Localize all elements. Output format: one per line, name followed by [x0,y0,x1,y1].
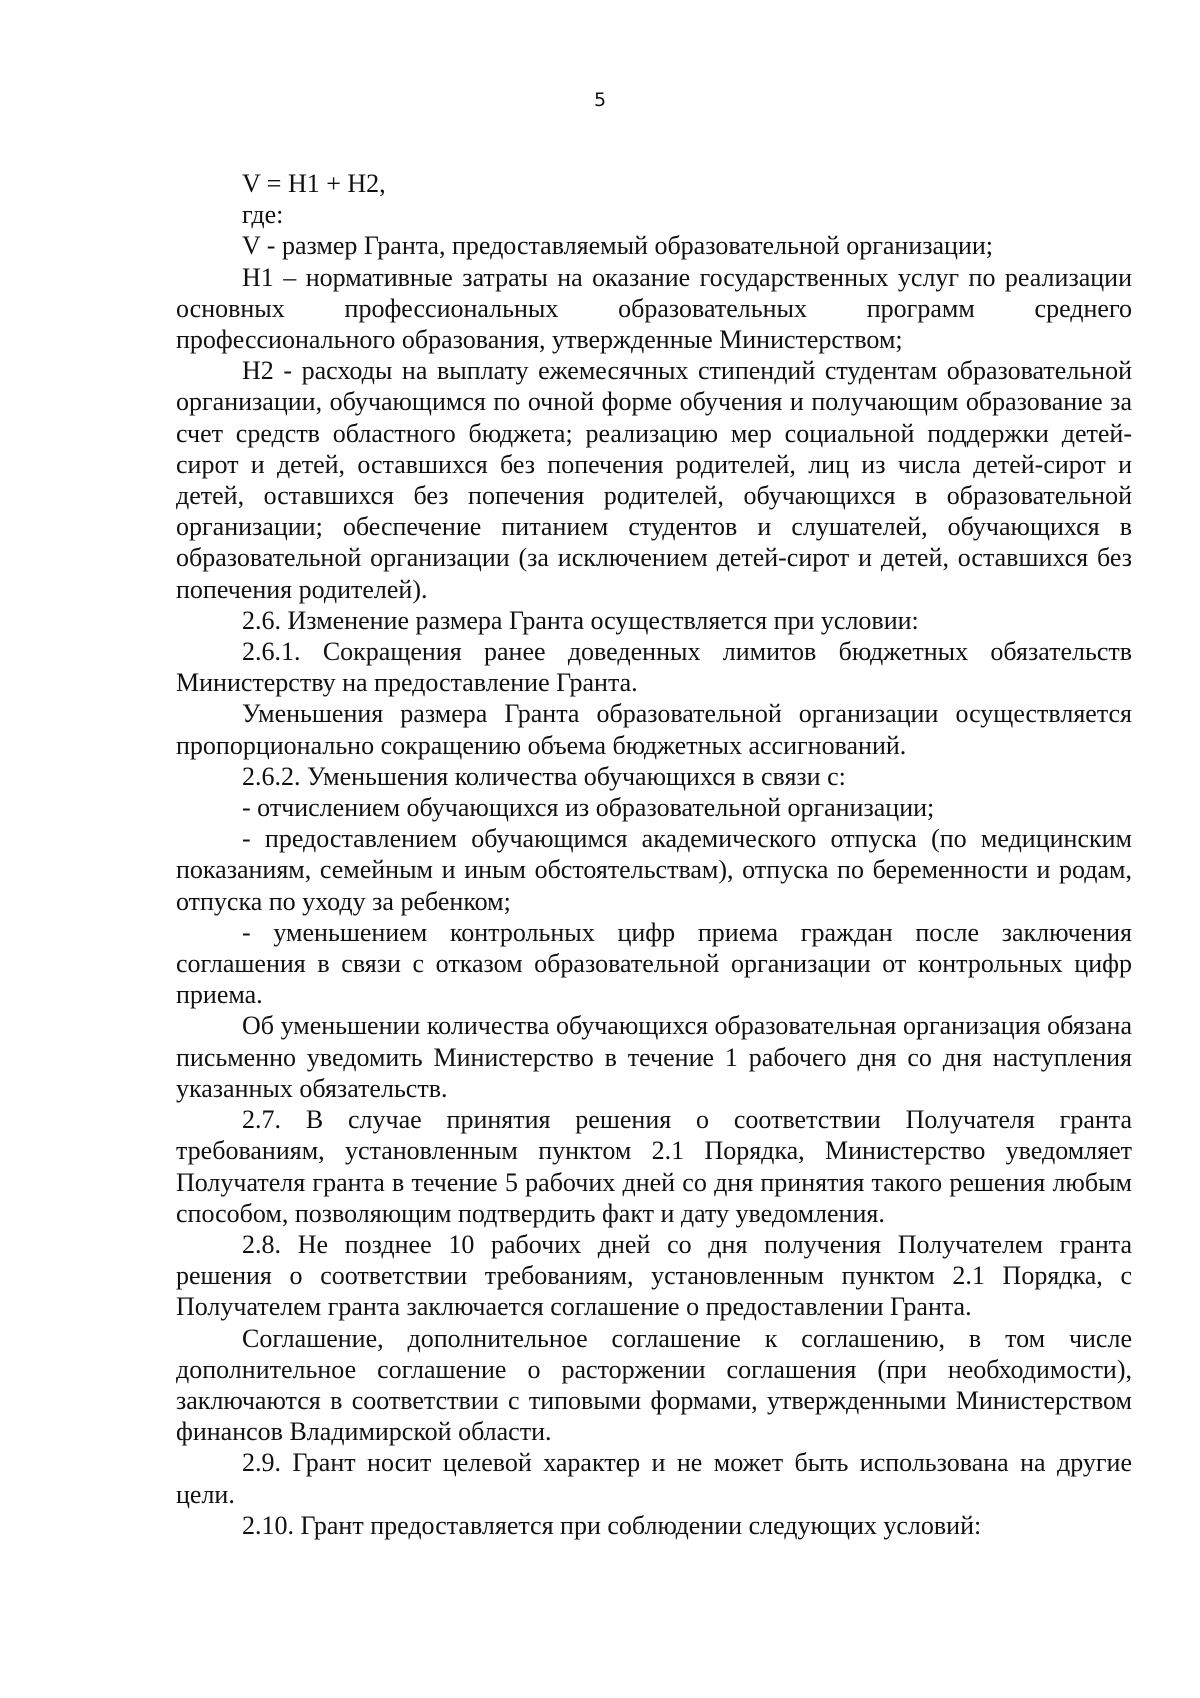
where-label: где: [242,200,284,230]
agreement-paragraph: Соглашение, дополнительное соглашение к соглашению, в том числе дополнительное соглашение о расторжении соглашения (при необходимости), заключаются в соответствии с типовыми формами, утвержденными Министерством финансов Владимирской области. [176,1323,1132,1447]
list-item-admission-figures: - уменьшением контрольных цифр приема граждан после заключения соглашения в связи с отказом образовательной организации от контрольных цифр приема. [176,917,1132,1010]
definition-h1: Н1 – нормативные затраты на оказание государственных услуг по реализации основных профессиональных образовательных программ среднего профессионального образования, утвержденные Министерством; [176,262,1132,355]
page-number: 5 [593,89,607,111]
clause-2-10: 2.10. Грант предоставляется при соблюдении следующих условий: [242,1510,982,1540]
document-body [176,168,1132,1541]
clause-2-6-1: 2.6.1. Сокращения ранее доведенных лимитов бюджетных обязательств Министерству на предоставление Гранта. [176,637,1132,698]
clause-2-9: 2.9. Грант носит целевой характер и не может быть использована на другие цели. [176,1448,1132,1509]
clause-2-6: 2.6. Изменение размера Гранта осуществляется при условии: [242,605,919,635]
grant-reduction-paragraph: Уменьшения размера Гранта образовательной организации осуществляется пропорционально сокращению объема бюджетных ассигнований. [176,699,1132,760]
list-item-expulsion: - отчислением обучающихся из образовательной организации; [242,793,935,823]
clause-2-8: 2.8. Не позднее 10 рабочих дней со дня получения Получателем гранта решения о соответствии требованиям, установленным пунктом 2.1 Порядка, с Получателем гранта заключается соглашение о предоставлении Гранта. [176,1229,1132,1322]
definition-h2: Н2 - расходы на выплату ежемесячных стипендий студентам образовательной организации, обучающимся по очной форме обучения и получающим образование за счет средств областного бюджета; реализацию мер социальной поддержки детей-сирот и детей, оставшихся без попечения родителей, лиц из числа детей-сирот и детей, оставшихся без попечения родителей, обучающихся в образовательной организации; обеспечение питанием студентов и слушателей, обучающихся в образовательной организации (за исключением детей-сирот и детей, оставшихся без попечения родителей). [176,356,1132,604]
clause-2-7: 2.7. В случае принятия решения о соответствии Получателя гранта требованиям, установленным пунктом 2.1 Порядка, Министерство уведомляет Получателя гранта в течение 5 рабочих дней со дня принятия такого решения любым способом, позволяющим подтвердить факт и дату уведомления. [176,1105,1132,1228]
list-item-academic-leave: - предоставлением обучающимся академического отпуска (по медицинским показаниям, семейным и иным обстоятельствам), отпуска по беременности и родам, отпуска по уходу за ребенком; [176,824,1132,916]
formula-line: V = H1 + H2, [242,169,386,198]
definition-v: V - размер Гранта, предоставляемый образовательной организации; [242,231,994,261]
notification-paragraph: Об уменьшении количества обучающихся образовательная организация обязана письменно уведомить Министерство в течение 1 рабочего дня со дня наступления указанных обязательств. [176,1011,1132,1103]
clause-2-6-2: 2.6.2. Уменьшения количества обучающихся в связи с: [242,761,846,791]
